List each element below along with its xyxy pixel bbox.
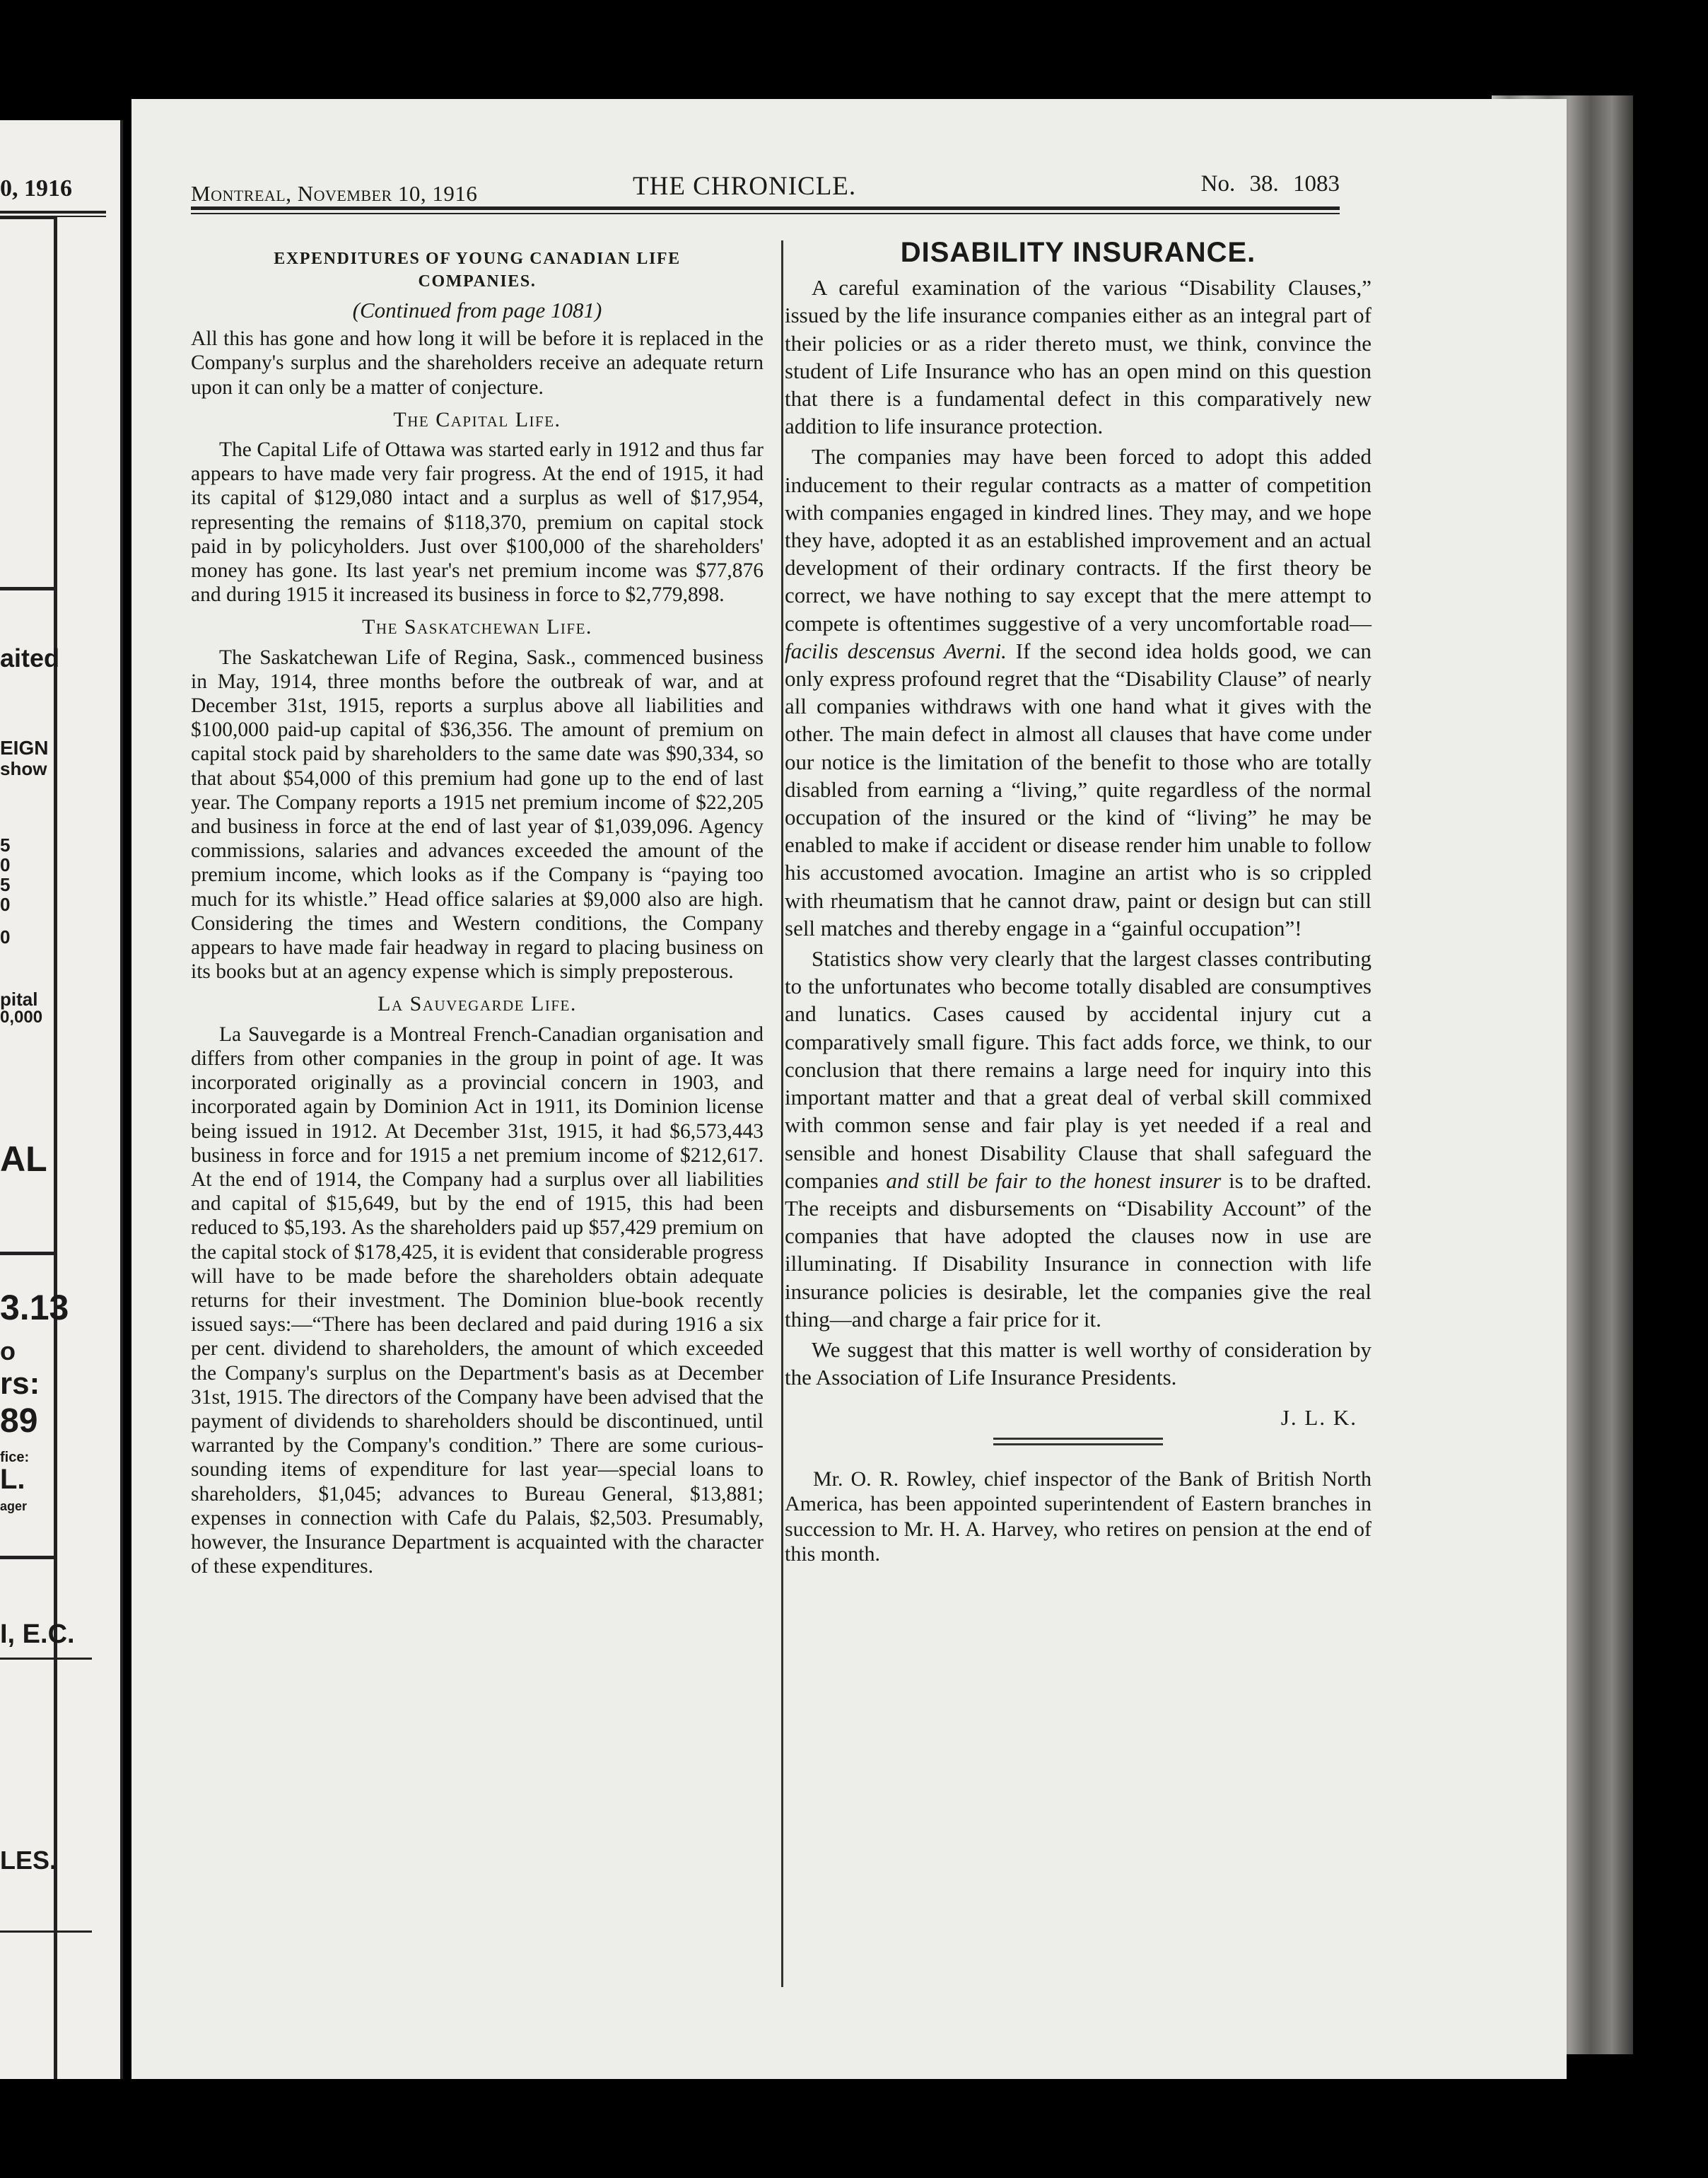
adjacent-text-fragment: 3.13 xyxy=(0,1288,69,1327)
article-title-line: EXPENDITURES OF YOUNG CANADIAN LIFE xyxy=(274,250,681,268)
adjacent-text-fragment: o xyxy=(0,1336,16,1365)
adjacent-text-fragment: 5 xyxy=(0,874,11,895)
article-paragraph: The Capital Life of Ottawa was started early in 1912 and thus far appears to have made very fair progress. At the end of 1915, it had its capital of $129,080 intact and a surplus as well of $17,954, representing the remains of $118,370, premium on capital stock paid in by policyholders. Just over $100,000 of the shareholders' money has gone. Its last year's net premium income was $77,876 and during 1915 it increased its business in force to $2,779,898. xyxy=(191,438,764,607)
adjacent-text-fragment: AL xyxy=(0,1139,47,1179)
adjacent-text-fragment: 0,000 xyxy=(0,1008,43,1027)
column-divider xyxy=(781,240,783,1987)
header-rule-thick xyxy=(191,206,1340,210)
article-young-canadian-life-companies xyxy=(191,248,764,1578)
adjacent-text-fragment: aited xyxy=(0,644,60,672)
paragraph-text: Statistics show very clearly that the largest classes contributing to the unfortunates who become totally disabled are consumptives and lunatics. Cases caused by accidental injury cut a comparatively small figure. This fact adds force, we think, to our conclusion that there remains a large need for inquiry into this important matter and that a great deal of verbal skill commixed with common sense and fair play is yet needed if a real and sensible and honest Disability Clause that shall safeguard the companies xyxy=(785,946,1371,1193)
adjacent-rule xyxy=(0,1930,92,1933)
emphasis-phrase: and still be fair to the honest insurer xyxy=(886,1167,1222,1193)
adjacent-text-fragment: 89 xyxy=(0,1402,38,1440)
article-paragraph: La Sauvegarde is a Montreal French-Canadian organisation and differs from other companies in the group in point of age. It was incorporated originally as a provincial concern in 1903, and incorporated again by Dominion Act in 1911, its Dominion license being issued in 1912. At December 31st, 1915, it had $6,573,443 business in force and for 1915 a net premium income of $212,617. At the end of 1914, the Company had a surplus over all liabilities and capital of $15,649, but by the end of 1915, this had been reduced to $5,193. As the shareholders paid up $57,429 premium on the capital stock of $178,425, it is evident that considerable progress will have to be made before the shareholders obtain adequate returns for their investment. The Dominion blue-book recently issued says:—“There has been declared and paid during 1916 a six per cent. dividend to shareholders, the amount of which exceeded the Company's surplus on the Department's basis as at December 31st, 1915. The directors of the Company have been advised that the payment of dividends to shareholders should be discontinued, until warranted by the Company's condition.” There are some curious-sounding items of expenditure for last year—special loans to shareholders, $1,045; advances to Bureau General, $13,881; expenses in connection with Cafe du Palais, $2,503. Presumably, however, the Insurance Department is acquainted with the character of these expenditures. xyxy=(191,1023,764,1578)
article-paragraph: All this has gone and how long it will be before it is replaced in the Company's surplus and the shareholders receive an adequate return upon it can only be a matter of conjecture. xyxy=(191,327,764,399)
header-dateline: Montreal, November 10, 1916 xyxy=(191,181,478,206)
adjacent-text-fragment: L. xyxy=(0,1464,25,1495)
adjacent-text-fragment: 0 xyxy=(0,854,11,875)
section-heading-sauvegarde-life: La Sauvegarde Life. xyxy=(378,992,577,1016)
header-issue-number: No. 38. 1083 xyxy=(1200,171,1340,197)
adjacent-text-fragment: I, E.C. xyxy=(0,1619,75,1649)
author-signature: J. L. K. xyxy=(1280,1405,1357,1431)
section-heading-saskatchewan-life: The Saskatchewan Life. xyxy=(362,615,592,639)
adjacent-page-date: 0, 1916 xyxy=(0,175,72,202)
article-paragraph: The Saskatchewan Life of Regina, Sask., commenced business in May, 1914, three months before the outbreak of war, and at December 31st, 1915, reports a surplus above all liabilities and $100,000 paid-up capital of $36,356. The amount of premium on capital stock paid by shareholders to the same date was $90,334, so that about $54,000 of this premium had gone up to the end of last year. The Company reports a 1915 net premium income of $22,205 and business in force at the end of last year of $1,039,096. Agency commissions, salaries and advances exceeded the amount of the premium income, which looks as if the Company is “paying too much for its whistle.” Head office salaries at $9,000 also are high. Considering the times and Western conditions, the Company appears to have made fair headway in regard to placing business on its books but at an agency expense which is simply preposterous. xyxy=(191,646,764,984)
adjacent-text-fragment: fice: xyxy=(0,1450,30,1465)
section-separator xyxy=(993,1443,1163,1445)
latin-phrase: facilis descensus Averni. xyxy=(785,638,1007,663)
adjacent-rule xyxy=(0,1658,92,1660)
article-title xyxy=(191,248,764,293)
adjacent-text-fragment: LES. xyxy=(0,1846,57,1875)
article-disability-insurance xyxy=(785,239,1371,1567)
adjacent-text-fragment: 0 xyxy=(0,894,11,915)
section-separator xyxy=(993,1438,1163,1440)
header-publication-title: THE CHRONICLE. xyxy=(633,172,857,201)
adjacent-text-fragment: rs: xyxy=(0,1366,40,1401)
adjacent-text-fragment: EIGN xyxy=(0,737,49,759)
article-paragraph: We suggest that this matter is well worthy of consideration by the Association of Life Insurance Presidents. xyxy=(785,1336,1371,1390)
adjacent-text-fragment: 0 xyxy=(0,926,11,948)
adjacent-text-fragment: pital xyxy=(0,989,38,1010)
adjacent-text-fragment: show xyxy=(0,758,47,779)
adjacent-ad-box xyxy=(0,587,60,1354)
article-paragraph: A careful examination of the various “Disability Clauses,” issued by the life insurance companies either as an integral part of their policies or as a rider thereto must, we think, convince the student of Life Insurance who has an open mind on this question that there is a fundamental defect in this comparatively new addition to life insurance protection. xyxy=(785,275,1371,439)
continuation-note: (Continued from page 1081) xyxy=(352,298,602,322)
article-paragraph xyxy=(785,443,1371,942)
paragraph-text: is to be drafted. The receipts and disbursements on “Disability Account” of the companies that have adopted the clauses now in use are illuminating. If Disability Insurance in connection with life insurance policies is desirable, let the companies give the real thing—and charge a fair price for it. xyxy=(785,1167,1371,1332)
header-rule-thin xyxy=(191,213,1340,214)
page-header xyxy=(191,167,1340,209)
article-title: DISABILITY INSURANCE. xyxy=(900,237,1256,268)
adjacent-page-fragment xyxy=(0,120,123,2079)
paragraph-text: The companies may have been forced to adopt this added inducement to their regular contracts as a matter of competition with companies engaged in kindred lines. They may, and we hope they have, adopted it as an established improvement and an actual development of their ordinary contracts. If the first theory be correct, we have nothing to say except that the mere attempt to compete is oftentimes suggestive of a very uncomfortable road— xyxy=(785,444,1371,636)
adjacent-text-fragment: 5 xyxy=(0,834,11,856)
adjacent-header-rule xyxy=(0,211,106,214)
paragraph-text: If the second idea holds good, we can only express profound regret that the “Disability Clause” of nearly all companies withdraws with one hand what it gives with the other. The main defect in almost all clauses that have come under our notice is the limitation of the benefit to those who are totally disabled from earning a “living,” quite regardless of the normal occupation of the insured or the kind of “living” he may be enabled to make if accident or disease render him unable to follow his accustomed avocation. Imagine an artist who is so crippled with rheumatism that he cannot draw, paint or design but can still sell matches and thereby engage in a “gainful occupation”! xyxy=(785,638,1372,940)
article-paragraph xyxy=(785,945,1371,1333)
adjacent-text-fragment: ager xyxy=(0,1499,28,1513)
news-item: Mr. O. R. Rowley, chief inspector of the Bank of British North America, has been appointed superintendent of Eastern branches in succession to Mr. H. A. Harvey, who retires on pension at the end of this month. xyxy=(785,1467,1371,1566)
section-heading-capital-life: The Capital Life. xyxy=(393,407,561,431)
article-title-line: COMPANIES. xyxy=(418,272,537,291)
